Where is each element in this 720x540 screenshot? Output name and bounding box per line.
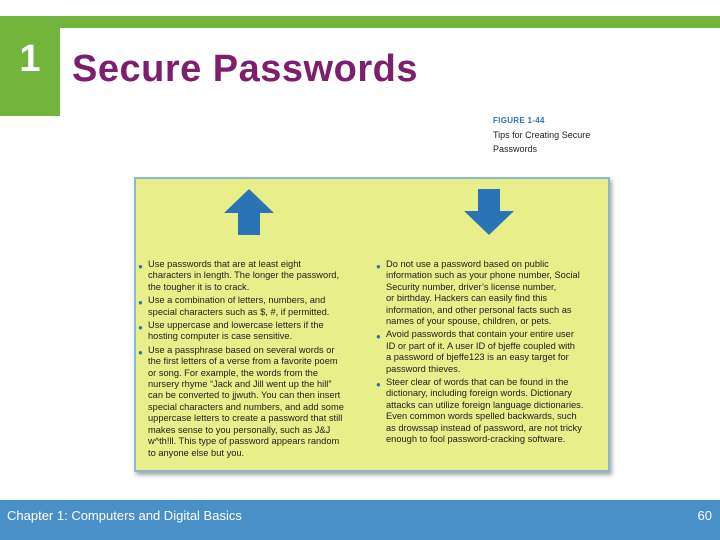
tip-item [140,259,364,293]
tip-line: hosting computer is case sensitive. [148,331,293,342]
tip-line: information, and other personal facts such as [386,304,572,315]
tip-line: password thieves. [386,363,461,374]
tip-item [140,295,364,318]
tip-line: names of your spouse, children, or pets. [386,316,552,327]
figure-caption-text [493,128,633,156]
footer-page-number: 60 [697,508,712,523]
slide-title: Secure Passwords [72,48,418,90]
tip-line: or song. For example, the words from the [148,367,318,378]
tip-line: attacks can utilize foreign language dictionaries. [386,399,584,410]
figure-caption-line: Tips for Creating Secure [493,130,591,140]
do-tips-list [140,259,364,461]
bullet-icon: ● [138,323,143,333]
top-accent-bar [60,16,720,28]
bullet-icon: ● [138,262,143,271]
tip-line: enough to fool password-cracking software. [386,434,566,445]
tip-item [140,320,364,343]
tip-line: a password of bjeffe123 is an easy target for [386,352,569,363]
tip-line: Avoid passwords that contain your entire user [386,329,574,340]
tip-line: makes sense to you personally, such as J&J [148,424,331,435]
tip-item [378,329,604,375]
bullet-icon: ● [376,380,381,390]
tip-item [140,345,364,459]
chapter-number-tab [0,16,60,116]
tip-line: Use passwords that are at least eight [148,259,301,269]
tip-line: Steer clear of words that can be found in the [386,377,569,388]
arrow-up-icon [222,187,276,237]
bullet-icon: ● [138,298,143,308]
tip-line: can be converted to jjwuth. You can then insert [148,390,341,401]
tip-line: information such as your phone number, Social [386,270,580,281]
tip-line: Even common words spelled backwards, such [386,411,577,422]
tip-line: the tougher it is to crack. [148,281,250,292]
footer-bar [0,500,720,540]
tip-line: Security number, driver’s license number, [386,281,557,292]
dont-tips-list [378,259,604,448]
tip-line: special characters and numbers, and add some [148,401,344,412]
tip-line: dictionary, including foreign words. Dictionary [386,388,572,399]
bullet-icon: ● [376,332,381,342]
tip-line: Use uppercase and lowercase letters if the [148,320,324,331]
tips-panel [134,177,610,472]
tip-line: to anyone else but you. [148,447,245,458]
footer-chapter-label: Chapter 1: Computers and Digital Basics [7,508,242,523]
bullet-icon: ● [376,262,381,271]
tip-item [378,377,604,445]
tip-item [378,259,604,327]
tip-line: Use a passphrase based on several words or [148,344,335,355]
tip-line: ID or part of it. A user ID of bjeffe coupled with [386,340,575,351]
arrow-down-icon [462,187,516,237]
tip-line: Do not use a password based on public [386,259,549,269]
tip-line: characters in length. The longer the password, [148,270,340,281]
tip-line: nursery rhyme “Jack and Jill went up the hill” [148,379,332,390]
tip-line: as drowssap instead of password, are not tricky [386,422,582,433]
figure-label: FIGURE 1-44 [493,116,545,125]
figure-caption [493,116,633,156]
bullet-icon: ● [138,347,143,357]
tip-line: or birthday. Hackers can easily find this [386,293,548,304]
tip-line: w^th!ll. This type of password appears random [148,436,340,447]
tip-line: the first letters of a verse from a favorite poem [148,356,338,367]
tip-line: special characters such as $, #, if permitted. [148,306,330,317]
figure-caption-line: Passwords [493,144,538,154]
tip-line: Use a combination of letters, numbers, and [148,295,326,306]
tip-line: uppercase letters to create a password that still [148,413,343,424]
chapter-number: 1 [19,38,41,80]
